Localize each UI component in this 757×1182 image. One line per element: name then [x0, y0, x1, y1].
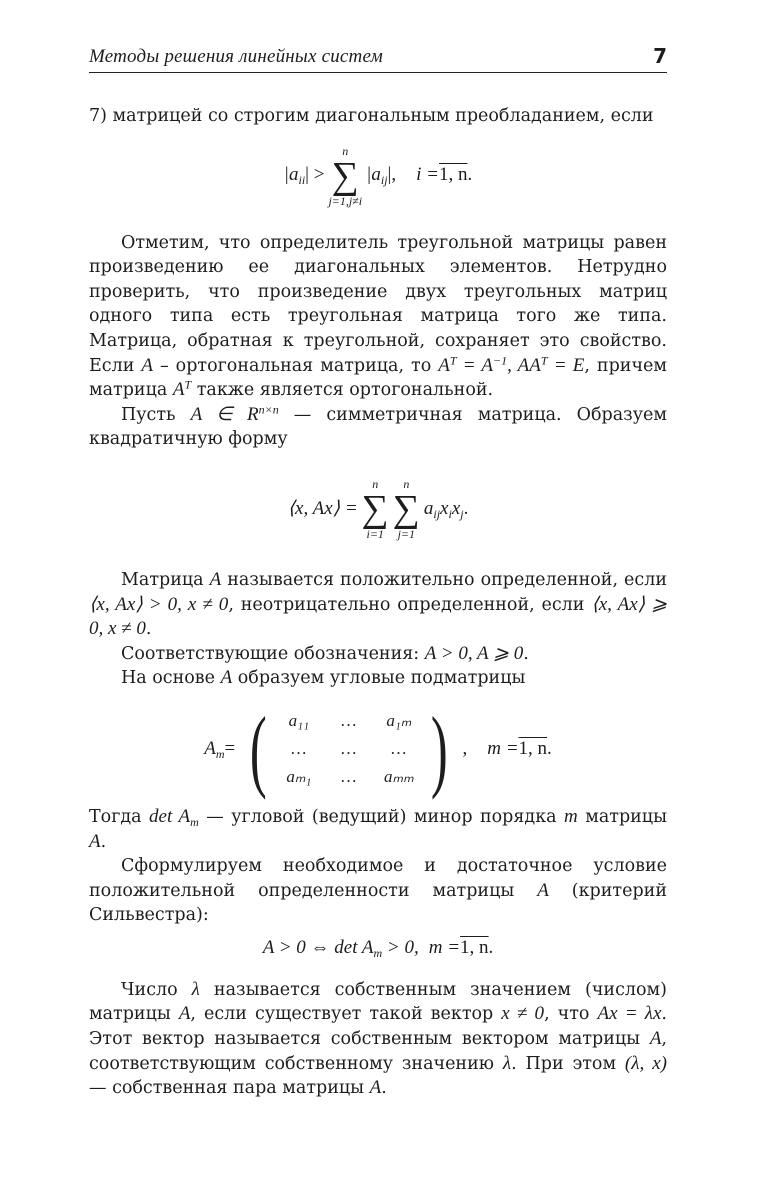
formula4-lhs: A > 0 ⇔ $\det A_m > 0$,	[262, 936, 419, 960]
paragraph-notation: Соответствующие обозначения: A > 0, A ⩾ 0.	[121, 642, 529, 664]
formula1-lhs: $|a_{ii}$	[283, 164, 306, 188]
paragraph-sylvester: Сформулируем необходимое и достаточное условие положительной определенности матрицы A (критерий Сильвестра):	[89, 856, 667, 926]
page-header	[89, 44, 667, 73]
matrix-cell: aₘ₁	[286, 767, 312, 787]
formula1-gt: | >	[305, 164, 325, 186]
matrix-cell: …	[341, 767, 357, 787]
running-title: Методы решения линейных систем	[89, 46, 383, 67]
matrix-cell: aₘₘ	[384, 767, 414, 787]
paragraph-leading-minor: Тогда $\det A_m$ — угловой (ведущий) минор порядка m матрицы A.	[89, 805, 667, 852]
formula3-range: 1, n	[518, 737, 548, 759]
formula4-cond: m =	[428, 936, 461, 958]
page-body	[89, 104, 667, 1101]
formula1-comma: |,	[387, 164, 397, 186]
formula4-range: 1, n	[460, 936, 489, 958]
formula3-cond: m =	[487, 737, 519, 759]
formula2-term: $a_{ij}x_ix_j$	[423, 497, 464, 521]
item-7: 7) матрицей со строгим диагональным преобладанием, если	[89, 106, 654, 126]
formula1-range: 1, n	[438, 164, 468, 186]
matrix-cell: …	[341, 739, 357, 759]
paragraph-triangular: Отметим, что определитель треугольной матрицы равен произведению ее диагональных элементов. Нетрудно проверить, что произведение двух треугольных матриц одного типа есть треугольная матрица того же типа. Матрица, обратная к треугольной, сохраняет это свойство. Если A – ортогональная матрица, то $A^T = A^{-1}$, $AA^T = E$, причем матрица $A^T$ также является ортогональной.	[89, 232, 667, 401]
formula2-lhs: ⟨x, Ax⟩ =	[287, 497, 358, 519]
matrix-cell: …	[341, 711, 357, 731]
paragraph-symmetric: Пусть A ∈ $R^{n\times n}$ — симметричная матрица. Образуем квадратичную форму	[89, 402, 667, 450]
submatrix-grid	[274, 708, 424, 789]
formula3-lhs: $A_m$	[204, 737, 225, 761]
formula2-sum-j: n ∑ j=1	[392, 476, 420, 541]
formula-corner-submatrix: $A_m$ = ( a₁₁ … a₁ₘ … … … aₘ₁ … aₘₘ ) , m = 1, n .	[204, 697, 552, 800]
formula2-sum-i: n ∑ i=1	[361, 476, 389, 541]
formula1-sum: n ∑ j=1,j≠i	[328, 143, 363, 208]
formula-diagonal-dominance: $|a_{ii}$ | > n ∑ j=1,j≠i $|a_{ij}$ |, i = 1, n .	[283, 143, 473, 208]
submatrix: ( a₁₁ … a₁ₘ … … … aₘ₁ … aₘₘ )	[250, 697, 448, 800]
formula1-cond: i =	[416, 164, 439, 186]
paragraph-corner-submatrices: На основе A образуем угловые подматрицы	[121, 667, 526, 689]
formula-quadratic-form: ⟨x, Ax⟩ = n ∑ i=1 n ∑ j=1 $a_{ij}x_ix_j$ .	[287, 476, 469, 541]
page-number: 7	[653, 44, 667, 68]
matrix-cell: …	[291, 739, 307, 759]
formula-sylvester: A > 0 ⇔ $\det A_m > 0$, m = 1, n .	[262, 936, 494, 960]
paragraph-definite: Матрица A называется положительно определенной, если ⟨x, Ax⟩ > 0, x ≠ 0, неотрицательно определенной, если ⟨x, Ax⟩ ⩾ 0, x ≠ 0.	[89, 568, 667, 640]
formula1-term: $|a_{ij}$	[366, 164, 388, 188]
matrix-cell: …	[391, 739, 407, 759]
matrix-cell: a₁₁	[288, 711, 309, 731]
matrix-cell: a₁ₘ	[386, 711, 412, 731]
paragraph-eigen: Число λ называется собственным значением (числом) матрицы A, если существует такой вектор x ≠ 0, что Ax = λx. Этот вектор называется собственным вектором матрицы A, соответствующим собственному значению λ. При этом (λ, x) — собственная пара матрицы A.	[89, 978, 667, 1099]
